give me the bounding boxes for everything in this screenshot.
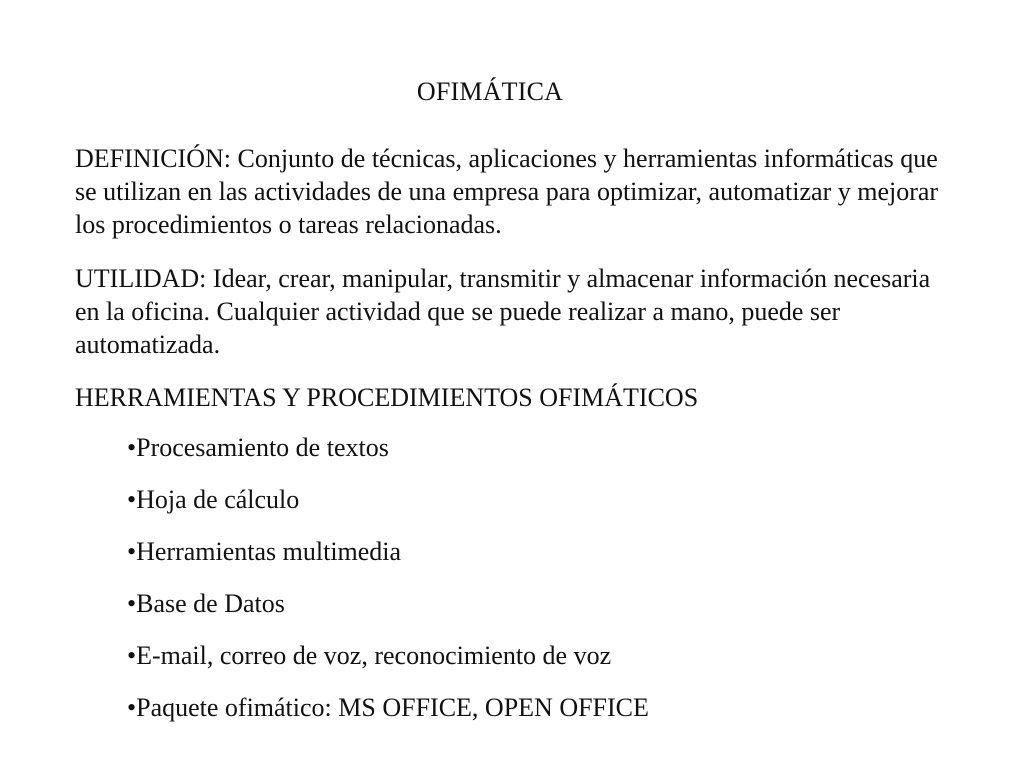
list-item	[127, 692, 649, 744]
list-item-label: Base de Datos	[136, 589, 285, 618]
bullet-icon: •	[127, 641, 137, 670]
definition-paragraph: DEFINICIÓN: Conjunto de técnicas, aplicaciones y herramientas informáticas que se utilizan en las actividades de una empresa para optimizar, automatizar y mejorar los procedimientos o tareas relacionadas.	[75, 144, 939, 239]
slide-title: OFIMÁTICA	[416, 77, 564, 106]
list-item-label: Procesamiento de textos	[136, 433, 389, 462]
list-item	[127, 536, 649, 588]
bullet-icon: •	[127, 485, 137, 514]
list-item	[127, 484, 649, 536]
list-item-label: E-mail, correo de voz, reconocimiento de voz	[136, 641, 612, 670]
bullet-icon: •	[127, 589, 137, 618]
list-item-label: Paquete ofimático: MS OFFICE, OPEN OFFICE	[136, 693, 649, 722]
bullet-icon: •	[127, 433, 137, 462]
bullet-icon: •	[127, 693, 137, 722]
bullet-icon: •	[127, 537, 137, 566]
list-item	[127, 640, 649, 692]
list-item-label: Hoja de cálculo	[136, 485, 300, 514]
tools-list	[127, 432, 649, 744]
list-item-label: Herramientas multimedia	[136, 537, 402, 566]
list-item	[127, 588, 649, 640]
tools-heading: HERRAMIENTAS Y PROCEDIMIENTOS OFIMÁTICOS	[75, 383, 699, 412]
list-item	[127, 432, 649, 484]
utility-paragraph: UTILIDAD: Idear, crear, manipular, transmitir y almacenar información necesaria en la oficina. Cualquier actividad que se puede realizar a mano, puede ser automatizada.	[75, 264, 931, 359]
